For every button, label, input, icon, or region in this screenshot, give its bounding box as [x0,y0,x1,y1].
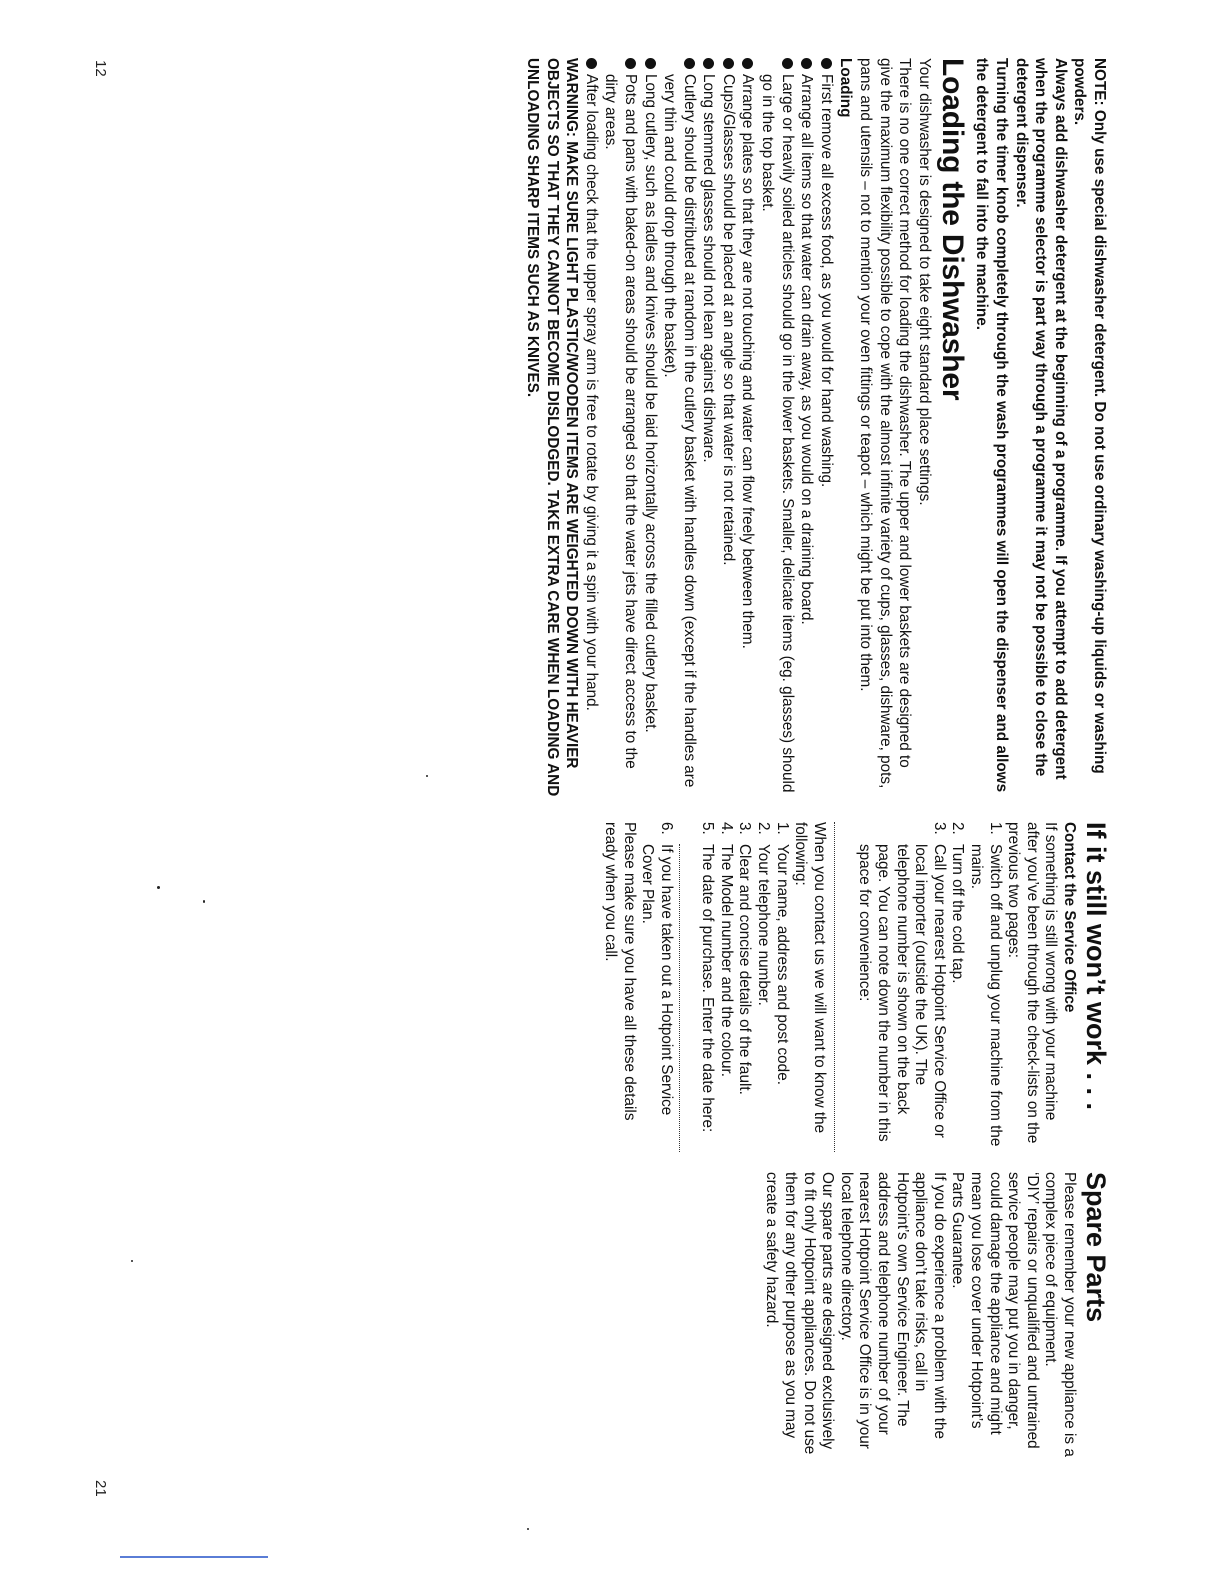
scan-edge-line [120,1556,268,1558]
bullet-icon [782,58,793,69]
contact-details [698,822,791,1152]
purchase-date-blank [679,844,690,1152]
service-closing: Please make sure you have all these details ready when you call. [601,822,638,1121]
spare-parts-section [762,1172,1112,1462]
list-item: 5. The date of purchase. Enter the date here: [699,822,717,1133]
scan-speck [157,886,160,889]
list-item: 3. Clear and concise details of the fault. [736,822,754,1095]
contact-details-cont [638,822,675,1152]
bullet-icon [801,58,812,69]
spare-parts-heading: Spare Parts [1081,1172,1111,1323]
bullet-icon [821,58,832,69]
detergent-note: NOTE: Only use special dishwasher detergent. Do not use ordinary washing-up liquids or washing powders. [1071,58,1108,774]
spare-parts-p3: If you do experience a problem with the appliance don’t take risks, call in Hotpoint’s own Service Engineer. The address and telephone number of your nearest Hotpoint Service Office is in your local telephone directory. [837,1172,948,1449]
list-item: 1. Your name, address and post code. [773,822,791,1085]
scan-speck [131,1260,133,1262]
spare-parts-p1: Please remember your new appliance is a complex piece of equipment. [1042,1172,1078,1457]
warning-text: WARNING: MAKE SURE LIGHT PLASTIC/WOODEN ITEMS ARE WEIGHTED DOWN WITH HEAVIER OBJECTS SO THAT THEY CANNOT BECOME DISLODGED. TAKE EXTRA CARE WHEN LOADING AND UNLOADING SHARP ITEMS SUCH AS KNIVES. [523,58,581,797]
loading-heading: Loading the Dishwasher [935,58,969,401]
list-item: 6. If you have taken out a Hotpoint Service Cover Plan. [639,822,675,1116]
page-number-left: 12 [92,60,109,77]
list-item: Cutlery should be distributed at random in the cutlery basket with handles down (except if the handles are very thin and could drop through the basket). [660,58,699,798]
bullet-icon [703,58,714,69]
bullet-icon [645,58,656,69]
list-item: After loading check that the upper spray arm is free to rotate by giving it a spin with your hand. [581,58,601,798]
loading-intro-1: Your dishwasher is designed to take eight standard place settings. [915,58,933,506]
list-item: Cups/Glasses should be placed at an angle so that water is not retained. [718,58,738,798]
detergent-always: Always add dishwasher detergent at the beginning of a programme. If you attempt to add detergent when the programme selector is part way through a programme it may not be possible to close the detergent dispenser. [1012,58,1069,780]
bullet-icon [723,58,734,69]
loading-bullets [581,58,836,798]
spare-parts-p2: ‘DIY’ repairs or unqualified and untrained service people may put you in danger, could damage the appliance and might mean you lose cover under Hotpoint’s Parts Guarantee. [949,1172,1041,1449]
list-item: First remove all excess food, as you would for hand washing. [816,58,836,798]
phone-number-blank [834,822,845,1152]
list-item: Arrange plates so that they are not touching and water can flow freely between them. [738,58,758,798]
list-item: Pots and pans with baked-on areas should be arranged so that the water jets have direct access to the dirty areas. [601,58,640,798]
page-number-right: 21 [92,1480,109,1497]
contact-intro: When you contact us we will want to know the following: [792,822,828,1134]
scan-speck [203,900,205,903]
list-item: 2. Your telephone number. [755,822,773,1006]
list-item: Arrange all items so that water can drain away, as you would on a draining board. [797,58,817,798]
bullet-icon [684,58,695,69]
service-heading: If it still won’t work . . . [1081,822,1111,1111]
bullet-icon [625,58,636,69]
loading-section [522,58,1109,798]
loading-subheading: Loading [837,58,855,118]
bullet-icon [743,58,754,69]
list-item: 2. Turn off the cold tap. [949,822,967,984]
service-subheading: Contact the Service Office [1061,822,1078,1013]
spare-parts-p4: Our spare parts are designed exclusively to fit only Hotpoint appliances. Do not use them for any other purpose as you may create a safety hazard. [763,1172,837,1455]
scan-speck [426,775,428,777]
list-item: 3. Call your nearest Hotpoint Service Office or local importer (outside the UK). The telephone number is shown on the back page. You can note down the number in this space for convenience: [856,822,948,1142]
timer-knob-note: Turning the timer knob completely through the wash programmes will open the dispenser and allows the detergent to fall into the machine. [973,58,1011,793]
list-item: 1. Switch off and unplug your machine from the mains. [968,822,1004,1147]
service-steps [855,822,1004,1152]
service-intro: If something is still wrong with your machine after you’ve been through the check-lists on the previous two pages: [1005,822,1060,1144]
scan-speck [527,1528,529,1530]
bullet-icon [586,58,597,69]
loading-intro-2: There is no one correct method for loading the dishwasher. The upper and lower baskets are designed to give the maximum flexibility possible to cope with the almost infinite variety of cups, glasses, dishware, pots, pans and utensils – not to mention your oven fittings or teapot – which might be put into them. [857,58,914,789]
service-section [600,822,1112,1152]
list-item: Long stemmed glasses should not lean against dishware. [699,58,719,798]
list-item: Long cutlery, such as ladles and knives should be laid horizontally across the filled cutlery basket. [640,58,660,798]
list-item: 4. The Model number and the colour. [717,822,735,1077]
list-item: Large or heavily soiled articles should go in the lower baskets. Smaller, delicate items (eg. glasses) should go in the top basket. [758,58,797,798]
